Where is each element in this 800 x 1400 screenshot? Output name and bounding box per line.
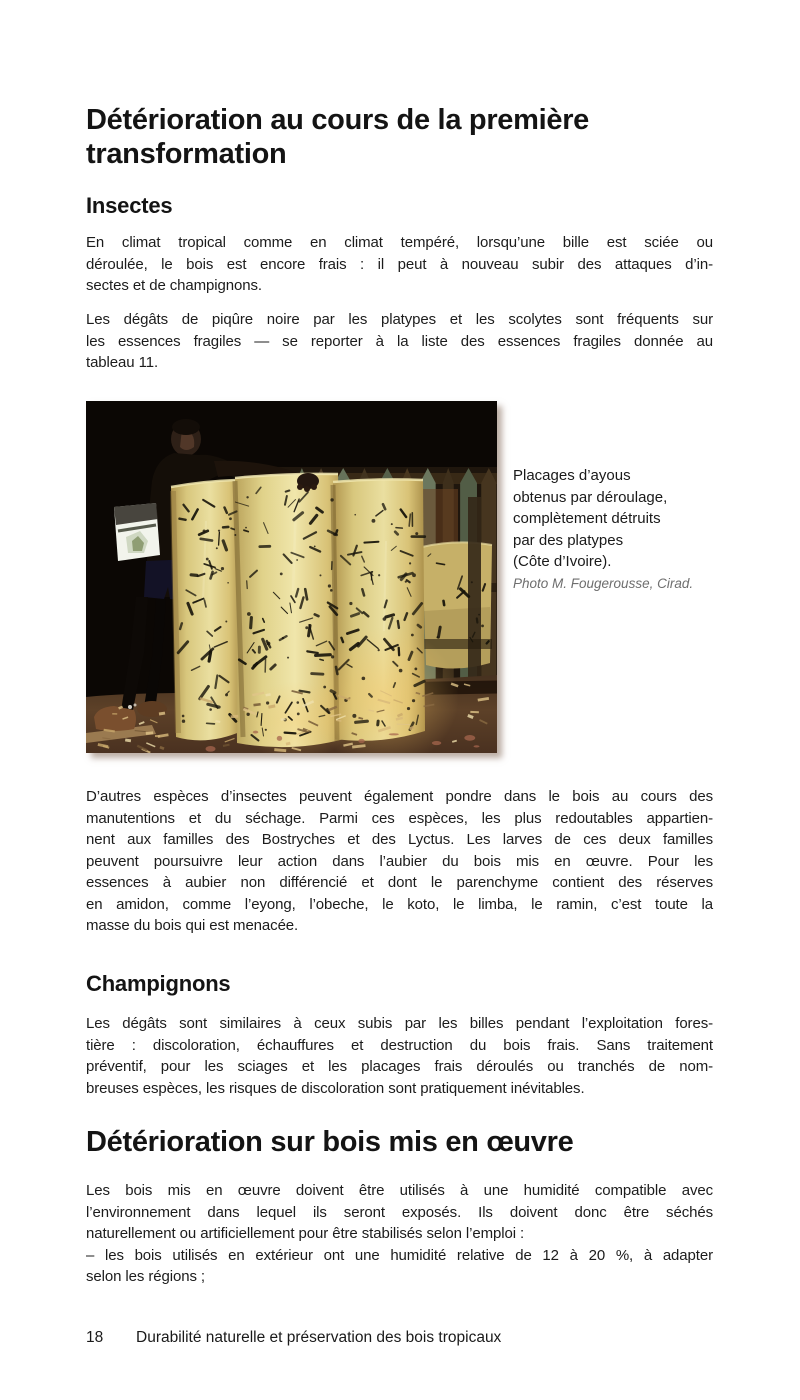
paragraph-insectes-2	[86, 309, 713, 374]
text-line: préventif, pour les sciages et les placages frais déroulés ou tranchés de nom-	[86, 1058, 713, 1075]
footer-book-title: Durabilité naturelle et préservation des bois tropicaux	[136, 1329, 502, 1346]
footer-page-number: 18	[86, 1329, 104, 1346]
text-line: Les dégâts sont similaires à ceux subis par les billes pendant l’exploitation fores-	[86, 1015, 713, 1032]
page-content	[86, 0, 713, 1400]
photo-veneer-logs	[86, 401, 497, 753]
worker-hand	[297, 473, 319, 492]
paragraph-insectes-1	[86, 232, 713, 297]
text-line: les essences fragiles — se reporter à la liste des essences fragiles donnée au	[86, 332, 713, 350]
caption-line: par des platypes	[513, 531, 624, 549]
text-line: tableau 11.	[86, 354, 159, 371]
list-item-line: selon les régions ;	[86, 1268, 206, 1285]
text-line: manutentions et du séchage. Parmi ces espèces, les plus redoutables appartien-	[86, 809, 713, 827]
caption-line: Placages d’ayous	[513, 467, 631, 484]
text-line: breuses espèces, les risques de discoloration sont pratiquement inévitables.	[86, 1079, 585, 1097]
text-line: naturellement ou artificiellement pour être stabilisés selon l’emploi :	[86, 1225, 525, 1242]
text-line: masse du bois qui est menacée.	[86, 917, 299, 934]
text-line: nent aux familles des Bostryches et des Lyctus. Les larves de ces deux familles	[86, 831, 713, 848]
photo-caption	[513, 465, 713, 593]
photo-image	[86, 401, 497, 753]
paragraph-champignons	[86, 1013, 713, 1099]
white-panel	[114, 503, 160, 561]
text-line: en amidon, comme l’eyong, l’obeche, le koto, le limba, le ramin, c’est toute la	[86, 895, 713, 913]
page-footer	[86, 1329, 713, 1351]
caption-line: obtenus par déroulage,	[513, 488, 668, 506]
text-line: D’autres espèces d’insectes peuvent également pondre dans le bois au cours des	[86, 788, 713, 805]
section-heading-champignons: Champignons	[86, 971, 231, 996]
text-line: sectes et de champignons.	[86, 277, 262, 294]
caption-line: (Côte d’Ivoire).	[513, 553, 612, 570]
text-line: déroulée, le bois est encore frais : il peut à nouveau subir des attaques d’in-	[86, 255, 713, 273]
text-line: peuvent poursuivre leur action dans l’aubier du bois mis en œuvre. Pour les	[86, 852, 713, 870]
text-line: En climat tropical comme en climat tempéré, lorsqu’une bille est sciée ou	[86, 234, 713, 251]
caption-line: complètement détruits	[513, 510, 661, 527]
page-title: Détérioration au cours de la première transformation	[86, 104, 590, 170]
text-line: Les dégâts de piqûre noire par les platypes et les scolytes sont fréquents sur	[86, 311, 713, 328]
paragraph-mise-en-oeuvre	[86, 1180, 713, 1288]
text-line: Les bois mis en œuvre doivent être utilisés à une humidité compatible avec	[86, 1182, 713, 1199]
paragraph-insectes-3	[86, 786, 713, 937]
list-item-line: – les bois utilisés en extérieur ont une humidité relative de 12 à 20 %, à adapter	[86, 1246, 713, 1264]
text-line: l’environnement dans lequel ils seront exposés. Ils doivent donc être séchés	[86, 1203, 713, 1221]
text-line: essences à aubier non différencié et dont le parenchyme contient des réserves	[86, 874, 713, 891]
section-heading-insectes: Insectes	[86, 193, 173, 218]
photo-credit: Photo M. Fougerousse, Cirad.	[513, 575, 694, 591]
text-line: tière : discoloration, échauffures et destruction du bois frais. Sans traitement	[86, 1036, 713, 1054]
section-title-mise-en-oeuvre: Détérioration sur bois mis en œuvre	[86, 1126, 574, 1158]
